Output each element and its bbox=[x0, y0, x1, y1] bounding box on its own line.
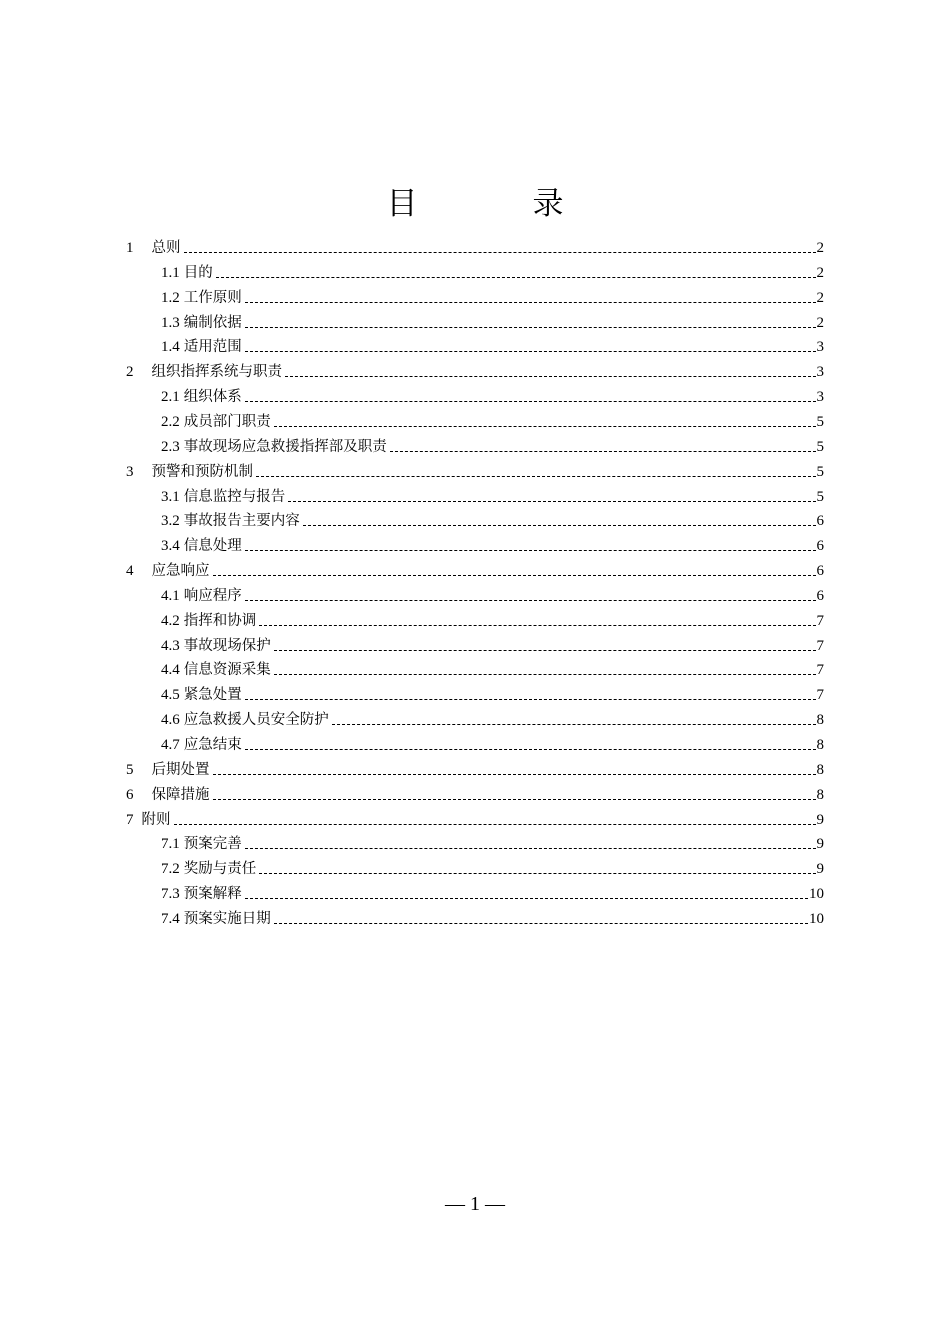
toc-entry[interactable] bbox=[161, 408, 824, 432]
toc-entry[interactable] bbox=[161, 706, 824, 730]
page-number: — 1 — bbox=[445, 1193, 505, 1215]
toc-entry-number: 4 bbox=[126, 563, 134, 580]
toc-entry[interactable] bbox=[126, 781, 824, 805]
toc-leader-dots bbox=[288, 501, 815, 502]
toc-entry[interactable] bbox=[126, 756, 824, 780]
toc-entry-number: 3.1 bbox=[161, 488, 180, 505]
toc-entry[interactable] bbox=[161, 309, 824, 333]
toc-entry-number: 4.5 bbox=[161, 687, 180, 704]
toc-entry[interactable] bbox=[161, 333, 824, 357]
toc-entry-page: 7 bbox=[816, 612, 824, 629]
toc-entry-label: 信息资源采集 bbox=[183, 662, 271, 679]
toc-entry-number: 7.3 bbox=[161, 886, 180, 903]
toc-entry[interactable] bbox=[161, 483, 824, 507]
toc-entry-label: 应急救援人员安全防护 bbox=[183, 712, 329, 729]
toc-entry-number: 2.3 bbox=[161, 438, 180, 455]
toc-entry-page: 10 bbox=[809, 910, 824, 927]
toc-entry-page: 3 bbox=[816, 339, 824, 356]
toc-entry[interactable] bbox=[161, 507, 824, 531]
toc-entry[interactable] bbox=[161, 383, 824, 407]
toc-entry-page: 5 bbox=[816, 463, 824, 480]
toc-leader-dots bbox=[213, 774, 816, 775]
toc-leader-dots bbox=[245, 401, 816, 402]
toc-leader-dots bbox=[216, 277, 816, 278]
toc-entry-label: 事故现场应急救援指挥部及职责 bbox=[183, 438, 387, 455]
toc-entry-page: 7 bbox=[816, 662, 824, 679]
toc-entry-label: 编制依据 bbox=[183, 314, 242, 331]
toc-entry-label: 预案实施日期 bbox=[183, 910, 271, 927]
toc-entry-label: 应急结束 bbox=[183, 737, 242, 753]
toc-leader-dots bbox=[245, 302, 816, 303]
toc-entry[interactable] bbox=[161, 284, 824, 308]
toc-entry[interactable] bbox=[161, 433, 824, 457]
page-title: 目 录 bbox=[386, 186, 606, 222]
toc-entry-page: 3 bbox=[816, 389, 824, 406]
toc-entry-page: 9 bbox=[816, 861, 824, 878]
toc-entry-page: 7 bbox=[816, 687, 824, 704]
toc-leader-dots bbox=[274, 426, 816, 427]
toc-entry-page: 9 bbox=[816, 836, 824, 853]
toc-entry[interactable] bbox=[126, 234, 824, 258]
toc-leader-dots bbox=[303, 525, 816, 526]
toc-leader-dots bbox=[256, 476, 816, 477]
toc-entry-label: 预警和预防机制 bbox=[151, 463, 253, 480]
toc-leader-dots bbox=[245, 550, 816, 551]
toc-entry-page: 10 bbox=[809, 886, 824, 903]
toc-leader-dots bbox=[213, 575, 816, 576]
toc-entry-number: 1 bbox=[126, 240, 134, 256]
toc-entry-label: 应急响应 bbox=[151, 563, 210, 580]
toc-entry-number: 5 bbox=[126, 761, 134, 778]
toc-entry-label: 事故现场保护 bbox=[183, 637, 271, 654]
toc-entry[interactable] bbox=[161, 582, 824, 606]
toc-entry[interactable] bbox=[161, 681, 824, 705]
toc-leader-dots bbox=[274, 650, 816, 651]
toc-entry[interactable] bbox=[161, 532, 824, 556]
toc-entry-page: 5 bbox=[816, 488, 824, 505]
toc-entry-label: 事故报告主要内容 bbox=[183, 513, 300, 530]
toc-entry-number: 7.4 bbox=[161, 910, 180, 927]
toc-entry-number: 4.4 bbox=[161, 662, 180, 679]
toc-entry[interactable] bbox=[161, 259, 824, 283]
toc-entry-page: 6 bbox=[816, 513, 824, 530]
toc-leader-dots bbox=[245, 351, 816, 352]
toc-entry-label: 总则 bbox=[151, 240, 181, 256]
toc-leader-dots bbox=[274, 923, 808, 924]
toc-entry-number: 1.4 bbox=[161, 339, 180, 356]
toc-entry[interactable] bbox=[126, 458, 824, 482]
toc-entry-page: 2 bbox=[816, 264, 824, 281]
toc-entry-label: 奖励与责任 bbox=[183, 861, 257, 878]
toc-entry[interactable] bbox=[126, 557, 824, 581]
toc-entry-number: 3 bbox=[126, 463, 134, 480]
toc-entry-page: 6 bbox=[816, 563, 824, 580]
toc-entry-page: 7 bbox=[816, 637, 824, 654]
toc-leader-dots bbox=[245, 600, 816, 601]
toc-entry-page: 8 bbox=[816, 737, 824, 753]
toc-leader-dots bbox=[245, 898, 808, 899]
toc-entry-page: 2 bbox=[816, 289, 824, 306]
toc-leader-dots bbox=[245, 327, 816, 328]
toc-entry-label: 预案解释 bbox=[183, 886, 242, 903]
toc-entry[interactable] bbox=[161, 855, 824, 879]
toc-entry-label: 保障措施 bbox=[151, 786, 210, 803]
toc-leader-dots bbox=[285, 376, 816, 377]
toc-entry-page: 3 bbox=[816, 364, 824, 381]
toc-entry-page: 9 bbox=[816, 811, 824, 828]
toc-entry-label: 指挥和协调 bbox=[183, 612, 257, 629]
toc-entry-page: 8 bbox=[816, 712, 824, 729]
toc-leader-dots bbox=[213, 799, 816, 800]
toc-entry-page: 5 bbox=[816, 438, 824, 455]
toc-leader-dots bbox=[184, 252, 816, 253]
toc-entry-label: 成员部门职责 bbox=[183, 413, 271, 430]
toc-entry[interactable] bbox=[161, 830, 824, 854]
toc-entry-label: 适用范围 bbox=[183, 339, 242, 356]
toc-entry-label: 信息监控与报告 bbox=[183, 488, 286, 505]
toc-entry[interactable] bbox=[161, 656, 824, 680]
toc-entry-number: 7 bbox=[126, 811, 134, 828]
toc-leader-dots bbox=[274, 674, 816, 675]
toc-entry-page: 6 bbox=[816, 538, 824, 555]
toc-entry-number: 3.2 bbox=[161, 513, 180, 530]
toc-entry-number: 2.1 bbox=[161, 389, 180, 406]
toc-entry-number: 3.4 bbox=[161, 538, 180, 555]
toc-entry-page: 2 bbox=[816, 240, 824, 256]
toc-entry-number: 4.2 bbox=[161, 612, 180, 629]
toc-entry-label: 组织指挥系统与职责 bbox=[151, 364, 282, 381]
toc-entry-label: 组织体系 bbox=[183, 389, 242, 406]
toc-entry-label: 后期处置 bbox=[151, 761, 210, 778]
toc-entry-number: 4.3 bbox=[161, 637, 180, 654]
toc-leader-dots bbox=[259, 625, 815, 626]
toc-leader-dots bbox=[245, 749, 816, 750]
toc-entry[interactable] bbox=[161, 905, 824, 929]
toc-entry-label: 附则 bbox=[141, 811, 171, 828]
toc-entry[interactable] bbox=[161, 632, 824, 656]
toc-entry-number: 1.3 bbox=[161, 314, 180, 331]
toc-entry-page: 2 bbox=[816, 314, 824, 331]
toc-leader-dots bbox=[259, 873, 815, 874]
toc-entry-label: 预案完善 bbox=[183, 836, 242, 853]
toc-leader-dots bbox=[332, 724, 816, 725]
toc-entry-number: 4.7 bbox=[161, 737, 180, 753]
toc-entry[interactable] bbox=[126, 358, 824, 382]
toc-entry-label: 目的 bbox=[183, 264, 213, 281]
toc-entry-number: 4.1 bbox=[161, 587, 180, 604]
toc-entry-number: 4.6 bbox=[161, 712, 180, 729]
toc-entry-number: 2 bbox=[126, 364, 134, 381]
toc-entry[interactable] bbox=[161, 731, 824, 755]
toc-entry-number: 7.2 bbox=[161, 861, 180, 878]
toc-entry-number: 7.1 bbox=[161, 836, 180, 853]
toc-leader-dots bbox=[390, 451, 816, 452]
toc-entry-number: 1.1 bbox=[161, 264, 180, 281]
toc-entry-page: 6 bbox=[816, 587, 824, 604]
toc-leader-dots bbox=[245, 848, 816, 849]
toc-entry[interactable] bbox=[161, 607, 824, 631]
toc-leader-dots bbox=[174, 824, 816, 825]
toc-entry-page: 8 bbox=[816, 786, 824, 803]
toc-entry[interactable] bbox=[161, 880, 824, 904]
toc-entry-label: 工作原则 bbox=[183, 289, 242, 306]
toc-entry-label: 信息处理 bbox=[183, 538, 242, 555]
toc-entry-number: 6 bbox=[126, 786, 134, 803]
toc-entry-page: 5 bbox=[816, 413, 824, 430]
toc-entry[interactable] bbox=[126, 806, 824, 830]
toc-entry-page: 8 bbox=[816, 761, 824, 778]
toc-entry-label: 紧急处置 bbox=[183, 687, 242, 704]
toc-leader-dots bbox=[245, 699, 816, 700]
toc-entry-label: 响应程序 bbox=[183, 587, 242, 604]
toc-entry-number: 2.2 bbox=[161, 413, 180, 430]
toc-entry-number: 1.2 bbox=[161, 289, 180, 306]
